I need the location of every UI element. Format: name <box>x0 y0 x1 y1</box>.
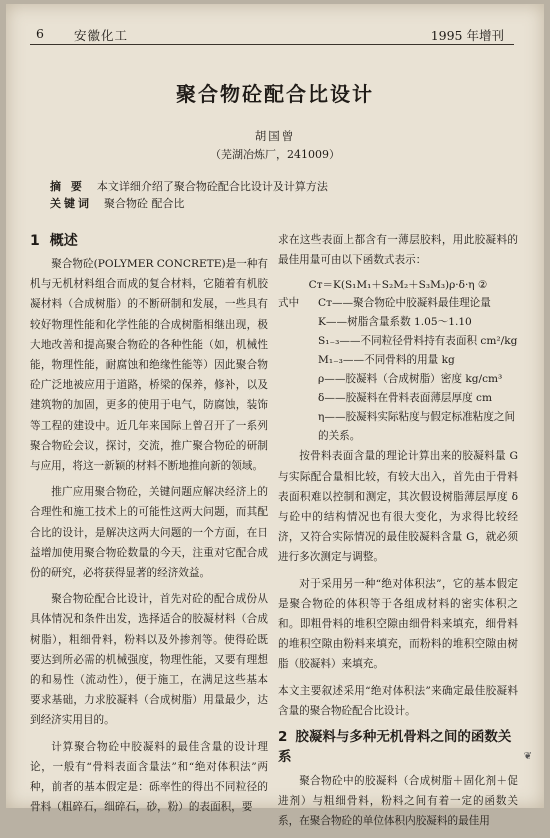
running-header <box>6 26 544 46</box>
journal-name: 安徽化工 <box>74 28 129 43</box>
variable-definitions <box>278 294 518 446</box>
right-column <box>278 230 518 838</box>
section-1-number: 1 <box>30 233 40 249</box>
where-label: 式中 <box>278 297 300 310</box>
section-1-heading <box>30 230 268 252</box>
definition-item: η——胶凝料实际粘度与假定标准粘度之间的关系。 <box>318 411 516 443</box>
section-1-title: 概述 <box>49 233 78 249</box>
paragraph: 本文主要叙述采用“绝对体积法”来确定最佳胶凝料含量的聚合物砼配合比设计。 <box>278 684 518 717</box>
page <box>6 4 544 828</box>
paragraph: 聚合物砼(POLYMER CONCRETE)是一种有机与无机材料组合而成的复合材料，它随着有机胶凝材料（合成树脂）的不断研制和发展，一些具有较好物理性能和化学性能的合成树脂相继出现，极大地改善和提高聚合物砼的各种性能（如，机械性能，物理性能，耐腐蚀和绝缘性能等）因此聚合物砼广泛地被应用于道路，桥梁的保养，修补，以及建筑物的加固，更多的使用于电气，防腐蚀，装饰等工程的建设中。近几年来国际上曾召开了一系列聚合物砼会议，探讨，交流，推广聚合物砼的研制与应用，将这一新颖的材料不断地推向新的领域。 <box>30 258 268 473</box>
definition-item: M₁₋₃——不同骨料的用量 kg <box>318 354 455 367</box>
header-rule <box>30 44 514 45</box>
abstract-label: 摘 要 <box>50 180 85 193</box>
paragraph: 聚合物砼配合比设计，首先对砼的配合成份从具体情况和条件出发，选择适合的胶凝材料（合成树脂），粗细骨料，粉料以及外掺剂等。使得砼既要达到所必需的机械强度，物理性能，又要有理想的和易性（流动性），便于施工，在满足这些基本要求基础，力求胶凝料（合成树脂）用量最少，达到经济实用目的。 <box>30 593 268 727</box>
section-2-number: 2 <box>278 729 288 746</box>
definition-item: 式中 Cᴛ——聚合物砼中胶凝料最佳理论量 <box>278 294 518 313</box>
section-2-title: 胶凝料与多种无机骨料之间的函数关系 <box>278 729 512 766</box>
definition-item: K——树脂含量系数 1.05～1.10 <box>318 316 472 329</box>
formula: Cᴛ＝K(S₁M₁＋S₂M₂＋S₃M₃)ρ·δ·η ② <box>308 279 488 292</box>
issue-label: 1995 年增刊 <box>430 28 504 43</box>
definition-item: ρ——胶凝料（合成树脂）密度 kg/cm³ <box>318 373 503 386</box>
page-number: 6 <box>36 26 44 41</box>
abstract <box>50 180 328 194</box>
author: 胡国曾 <box>254 129 296 143</box>
affiliation: （芜湖冶炼厂，241009） <box>210 148 340 161</box>
keywords-text: 聚合物砼 配合比 <box>104 197 185 210</box>
paragraph: 推广应用聚合物砼，关键问题应解决经济上的合理性和施工技术上的可能性这两大问题，而其配合比的设计，是解决这两大问题的一个方面，在日益增加使用聚合物砼数量的今天，注重对它配合成份的研究，必将获得显著的经济效益。 <box>30 486 268 580</box>
paragraph: 按骨料表面含量的理论计算出来的胶凝料量 G 与实际配合量相比较，有较大出入，首先由于骨料表面积难以控制和测定，其次假设树脂薄层厚度 δ 与砼中的结构情况也有很大变化，为求得比较经济，又符合实际情况的最佳胶凝料含量 G，就必须进行多次测定与调整。 <box>278 450 518 564</box>
keywords <box>50 197 185 211</box>
definition-item: δ——胶凝料在骨料表面薄层厚度 cm <box>318 392 493 405</box>
left-column <box>30 230 268 823</box>
article-title: 聚合物砼配合比设计 <box>176 82 374 106</box>
paragraph: 求在这些表面上都含有一薄层胶料，用此胶凝料的最佳用量可由以下函数式表示： <box>278 234 518 267</box>
definition-item: S₁₋₃——不同粒径骨料持有表面积 cm²/kg <box>318 335 518 348</box>
corner-mark: ❦ <box>523 751 532 762</box>
paragraph: 聚合物砼中的胶凝料（合成树脂＋固化剂＋促进剂）与粗细骨料，粉料之间有着一定的函数关系，在聚合物砼的单位体积内胶凝料的最佳用 <box>278 775 518 828</box>
section-2-heading <box>278 727 518 767</box>
abstract-text: 本文详细介绍了聚合物砼配合比设计及计算方法 <box>96 180 328 193</box>
keywords-label: 关键词 <box>50 197 92 210</box>
paragraph: 对于采用另一种“绝对体积法”，它的基本假定是聚合物砼的体积等于各组成材料的密实体积之和。即粗骨料的堆积空隙由细骨料来填充，细骨料的堆积空隙由粉料来填充，而粉料的堆积空隙由树脂（胶凝料）来填充。 <box>278 577 518 671</box>
paragraph: 计算聚合物砼中胶凝料的最佳含量的设计理论，一般有“骨料表面含量法”和“绝对体积法”两种，前者的基本假定是：砾率性的得出不同粒径的骨料（粗碎石，细碎石，砂，粉）的表面积，要 <box>30 740 268 814</box>
